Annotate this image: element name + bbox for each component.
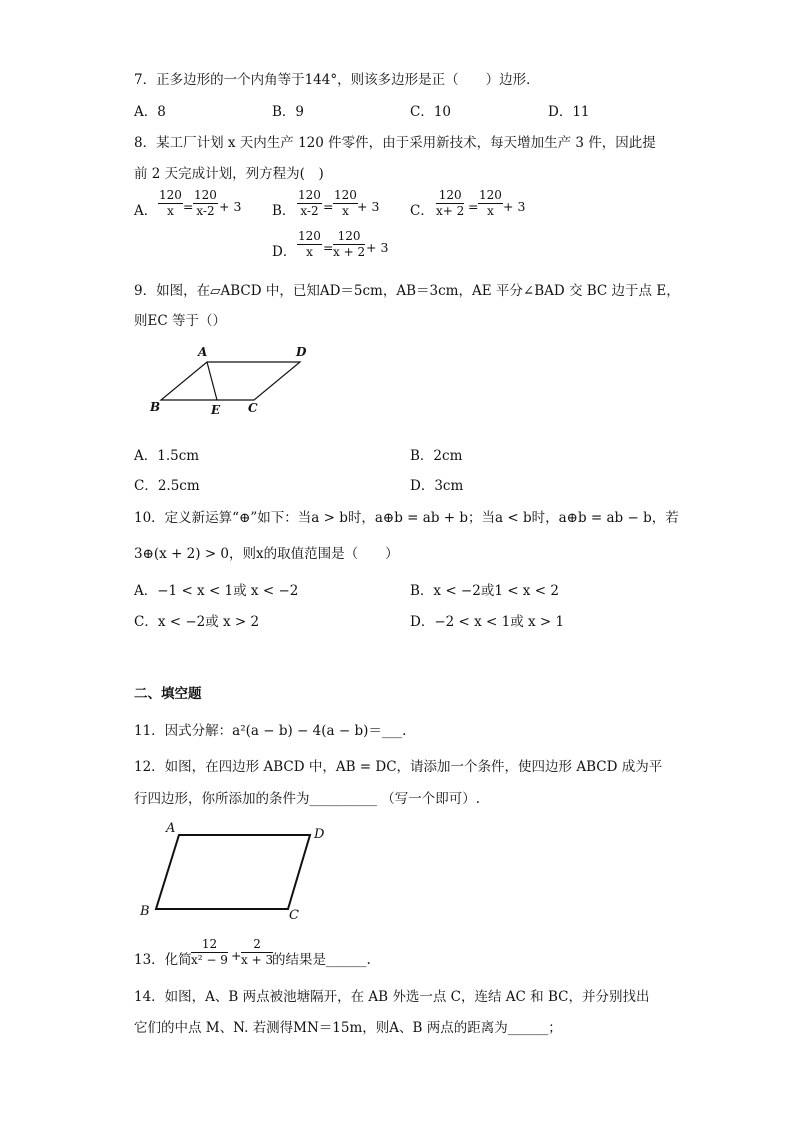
q10-stem-line1: 10．定义新运算“⊕”如下：当a > b时，a⊕b = ab + b；当a < b时，a⊕b = ab − b，若 [134,510,679,526]
q10-option-a: A．−1 < x < 1或 x < −2 [134,583,299,599]
denominator: x-2 [196,204,215,218]
q8-b-fraction-left [297,189,322,218]
q14-stem-line1: 14．如图，A、B 两点被池塘隔开，在 AB 外选一点 C，连结 AC 和 BC，并分别找出 [134,989,650,1005]
q9-option-d: D．3cm [410,478,464,494]
q9-option-c: C．2.5cm [134,478,200,494]
q8-d-fraction-left [297,230,322,259]
q9-option-a: A．1.5cm [134,448,200,464]
section-title: 二、填空题 [134,686,202,702]
q13-fraction-1 [191,938,228,967]
numerator: 120 [298,188,321,202]
q8-a-tail: + 3 [219,199,242,214]
q12-stem-line1: 12．如图，在四边形 ABCD 中，AB = DC，请添加一个条件，使四边形 ABCD 成为平 [134,759,663,775]
q8-c-tail: + 3 [503,199,526,214]
denominator: x-2 [300,204,319,218]
plus-sign: + [231,948,242,963]
numerator: 120 [334,188,357,202]
segment-ae [207,362,217,400]
label-d: D [296,345,307,359]
denominator: x [342,204,349,218]
q8-c-fraction-right [478,189,503,218]
numerator: 12 [191,938,228,953]
q8-c-fraction-left [436,189,464,218]
q8-stem-line1: 8．某工厂计划 x 天内生产 120 件零件，由于采用新技术，每天增加生产 3 件，因此提 [134,135,656,151]
q10-stem-line2: 3⊕(x + 2) > 0，则x的取值范围是（ ） [134,546,399,562]
equals-sign: = [323,240,334,255]
label-b: B [150,400,161,414]
equals-sign: = [323,199,334,214]
q12-quadrilateral-figure [136,816,336,924]
denominator: x [306,245,313,259]
q8-b-fraction-right [333,189,358,218]
label-c: C [248,401,258,415]
equals-sign: = [468,199,479,214]
q13-fraction-2 [241,938,273,967]
q11-stem: 11．因式分解：a²(a − b) − 4(a − b)＝___. [134,723,407,739]
q14-stem-line2: 它们的中点 M、N. 若测得MN＝15m，则A、B 两点的距离为______； [134,1020,562,1036]
denominator: x + 3 [241,953,274,967]
q8-option-b-label: B． [272,203,296,219]
q10-option-d: D．−2 < x < 1或 x > 1 [410,614,565,630]
q7-option-b: B．9 [272,104,305,120]
label-a: A [198,345,208,359]
numerator: 120 [298,229,321,243]
q8-d-tail: + 3 [366,240,389,255]
numerator: 120 [479,188,502,202]
denominator: x [487,204,494,218]
denominator: x [167,204,174,218]
label-e: E [211,403,221,417]
denominator: x+ 2 [436,204,465,218]
numerator: 120 [194,188,217,202]
q10-option-c: C．x < −2或 x > 2 [134,614,260,630]
q13-suffix: 的结果是______. [272,952,371,968]
label-c: C [289,908,299,923]
q8-a-fraction-right [193,189,218,218]
q8-option-c-label: C． [410,203,434,219]
denominator: x² − 9 [191,953,228,967]
label-d: D [314,827,325,842]
numerator: 120 [333,230,365,245]
numerator: 120 [436,189,464,204]
q8-stem-line2: 前 2 天完成计划，列方程为( ) [134,166,324,182]
q7-option-a: A．8 [134,104,166,120]
q8-d-fraction-right [333,230,365,259]
q9-stem-line1: 9．如图，在▱ABCD 中，已知AD＝5cm，AB＝3cm，AE 平分∠BAD 交 BC 边于点 E， [134,283,680,299]
q7-option-c: C．10 [410,104,452,120]
label-b: B [140,904,150,919]
q7-option-d: D．11 [548,104,590,120]
numerator: 2 [241,938,273,953]
equals-sign: = [183,199,194,214]
numerator: 120 [159,188,182,202]
q7-stem: 7．正多边形的一个内角等于144°，则该多边形是正（ ）边形． [134,72,540,88]
q12-stem-line2: 行四边形，你所添加的条件为__________ （写一个即可）. [134,791,481,807]
label-a: A [166,821,176,836]
q8-option-a-label: A． [134,203,158,219]
quadrilateral-abcd [156,835,310,909]
q10-option-b: B．x < −2或1 < x < 2 [410,583,559,599]
q9-parallelogram-figure [140,340,320,420]
q13-prefix: 13．化简 [134,952,192,968]
parallelogram-abcd [161,362,300,400]
q9-stem-line2: 则EC 等于（） [134,313,226,329]
q8-option-d-label: D． [272,244,297,260]
q8-b-tail: + 3 [357,199,380,214]
denominator: x + 2 [333,245,366,259]
q9-option-b: B．2cm [410,448,463,464]
q8-a-fraction-left [158,189,183,218]
